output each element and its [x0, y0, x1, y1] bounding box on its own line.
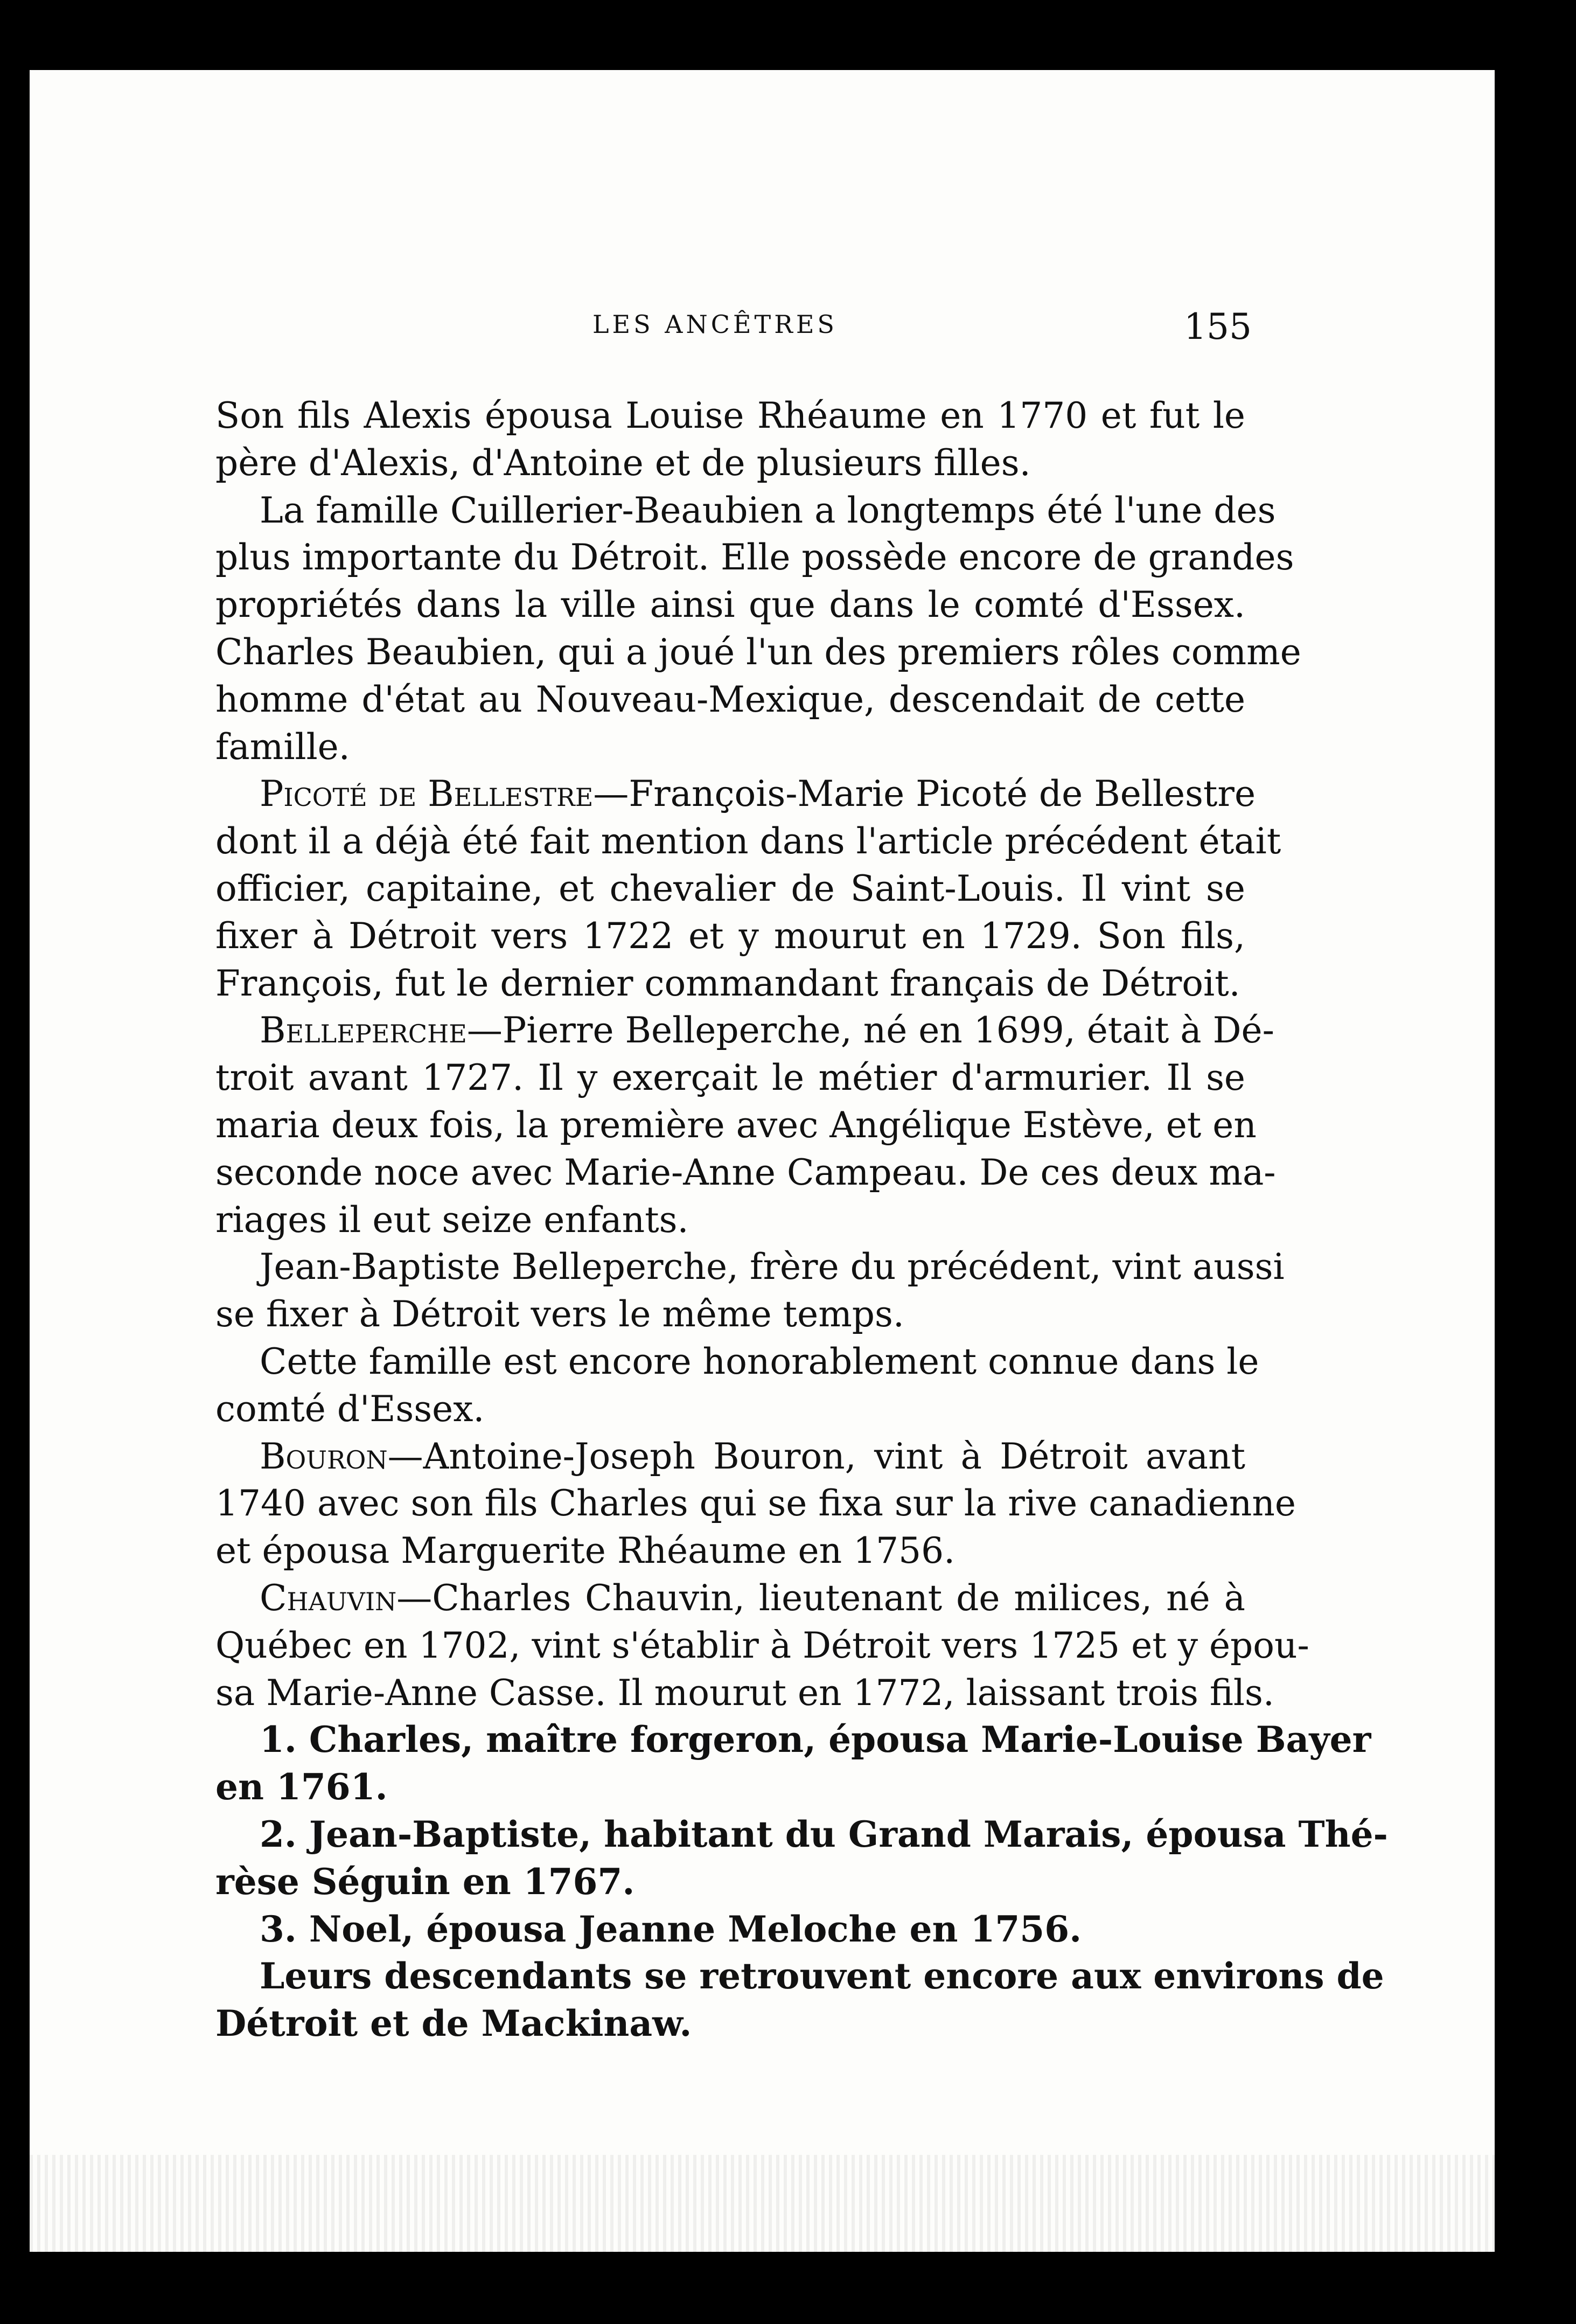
- text-line: homme d'état au Nouveau-Mexique, descendait de cette: [215, 678, 1245, 720]
- text-line: 2. Jean-Baptiste, habitant du Grand Marais, épousa Thé-: [260, 1813, 1388, 1855]
- text-line: dont il a déjà été fait mention dans l'article précédent était: [215, 820, 1281, 862]
- running-header: LES ANCÊTRES: [592, 310, 838, 339]
- text-line: comté d'Essex.: [215, 1388, 485, 1430]
- text-line: Jean-Baptiste Belleperche, frère du précédent, vint aussi: [260, 1246, 1285, 1288]
- text-line: fixer à Détroit vers 1722 et y mourut en 1729. Son fils,: [215, 915, 1245, 957]
- text-line: plus importante du Détroit. Elle possède encore de grandes: [215, 537, 1294, 579]
- text-line: Belleperche—Pierre Belleperche, né en 1699, était à Dé-: [260, 1010, 1274, 1052]
- text-line: maria deux fois, la première avec Angélique Estève, et en: [215, 1104, 1257, 1146]
- text-line: Chauvin—Charles Chauvin, lieutenant de milices, né à: [260, 1577, 1245, 1619]
- text-line: 3. Noel, épousa Jeanne Meloche en 1756.: [260, 1908, 1082, 1950]
- text-line: seconde noce avec Marie-Anne Campeau. De ces deux ma-: [215, 1151, 1276, 1193]
- text-line: famille.: [215, 726, 350, 768]
- text-line: Détroit et de Mackinaw.: [215, 2002, 692, 2045]
- text-line: rèse Séguin en 1767.: [215, 1860, 635, 1903]
- section-heading: Chauvin: [260, 1577, 397, 1619]
- text-line: troit avant 1727. Il y exerçait le métier d'armurier. Il se: [215, 1057, 1245, 1099]
- text-line: en 1761.: [215, 1766, 388, 1808]
- text-line: 1740 avec son fils Charles qui se fixa sur la rive canadienne: [215, 1483, 1296, 1525]
- page-number: 155: [1184, 306, 1252, 347]
- section-heading: Bouron: [260, 1435, 388, 1477]
- text-line: Charles Beaubien, qui a joué l'un des premiers rôles comme: [215, 631, 1301, 673]
- text-line: 1. Charles, maître forgeron, épousa Marie-Louise Bayer: [260, 1718, 1371, 1761]
- text-line: officier, capitaine, et chevalier de Saint-Louis. Il vint se: [215, 867, 1245, 909]
- text-line: François, fut le dernier commandant français de Détroit.: [215, 962, 1240, 1004]
- text-line: père d'Alexis, d'Antoine et de plusieurs filles.: [215, 442, 1031, 484]
- text-line: Cette famille est encore honorablement connue dans le: [260, 1340, 1259, 1382]
- left-scan-edge: [0, 70, 30, 2252]
- text-line: et épousa Marguerite Rhéaume en 1756.: [215, 1530, 956, 1572]
- text-line: se fixer à Détroit vers le même temps.: [215, 1293, 904, 1335]
- text-line: Québec en 1702, vint s'établir à Détroit vers 1725 et y épou-: [215, 1624, 1309, 1666]
- text-line: propriétés dans la ville ainsi que dans le comté d'Essex.: [215, 584, 1245, 626]
- section-heading: Belleperche: [260, 1010, 467, 1052]
- text-line: La famille Cuillerier-Beaubien a longtemps été l'une des: [260, 489, 1276, 531]
- text-line: Son fils Alexis épousa Louise Rhéaume en 1770 et fut le: [215, 395, 1245, 436]
- text-line: Bouron—Antoine-Joseph Bouron, vint à Détroit avant: [260, 1435, 1245, 1477]
- body-text: [215, 392, 1388, 2048]
- text-line: sa Marie-Anne Casse. Il mourut en 1772, laissant trois fils.: [215, 1672, 1274, 1714]
- text-line: Leurs descendants se retrouvent encore aux environs de: [260, 1955, 1384, 1998]
- section-heading: Picoté de Bellestre: [260, 773, 594, 815]
- text-line: Picoté de Bellestre—François-Marie Picoté de Bellestre: [260, 773, 1256, 815]
- text-line: riages il eut seize enfants.: [215, 1199, 689, 1241]
